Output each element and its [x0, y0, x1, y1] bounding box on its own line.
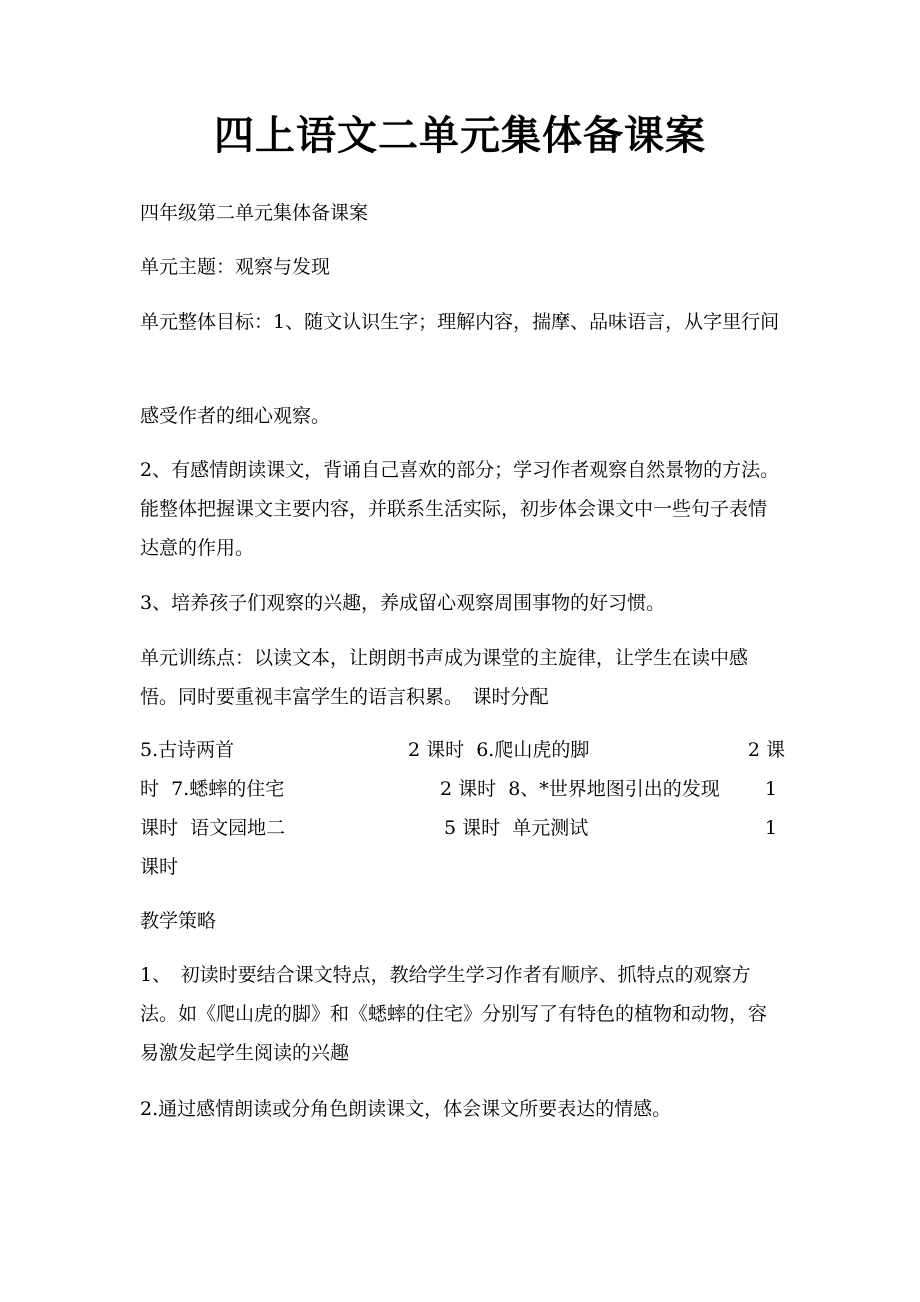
strategy-1: 1、 初读时要结合课文特点，教给学生学习作者有顺序、抓特点的观察方法。如《爬山虎的脚》和《蟋蟀的住宅》分别写了有特色的植物和动物，容易激发起学生阅读的兴趣: [140, 964, 768, 1064]
schedule-text: 时 7.蟋蟀的住宅: [140, 778, 285, 800]
schedule-text: 5.古诗两首: [140, 739, 235, 761]
schedule-line: [140, 809, 785, 848]
subtitle: 四年级第二单元集体备课案: [140, 202, 369, 224]
strategy-2: 2.通过感情朗读或分角色朗读课文，体会课文所要表达的情感。: [140, 1098, 672, 1120]
schedule-text: 1: [764, 778, 777, 800]
unit-goal-2: 2、有感情朗读课文，背诵自己喜欢的部分；学习作者观察自然景物的方法。能整体把握课文主要内容，并联系生活实际，初步体会课文中一些句子表情达意的作用。: [140, 459, 780, 559]
unit-goal-1: 单元整体目标：1、随文认识生字；理解内容，揣摩、品味语言，从字里行间: [140, 311, 780, 333]
schedule-text: 1: [764, 817, 777, 839]
schedule-line: [140, 848, 785, 887]
unit-theme: 单元主题：观察与发现: [140, 256, 331, 278]
strategy-heading: 教学策略: [140, 910, 217, 932]
schedule-text: 2 课时 6.爬山虎的脚: [408, 739, 590, 761]
schedule-text: 课时 语文园地二: [140, 817, 286, 839]
training-point: 单元训练点：以读文本，让朗朗书声成为课堂的主旋律，让学生在读中感悟。同时要重视丰富学生的语言积累。 课时分配: [140, 647, 749, 708]
unit-goal-1-continued: 感受作者的细心观察。: [140, 405, 331, 427]
schedule-line: [140, 731, 785, 770]
schedule-text: 课时: [140, 856, 179, 878]
document-title: 四上语文二单元集体备课案: [214, 113, 706, 159]
schedule-text: 2 课: [747, 739, 785, 761]
schedule-text: 2 课时 8、*世界地图引出的发现: [440, 778, 720, 800]
schedule-line: [140, 770, 785, 809]
schedule-text: 5 课时 单元测试: [444, 817, 589, 839]
unit-goal-3: 3、培养孩子们观察的兴趣，养成留心观察周围事物的好习惯。: [140, 592, 666, 614]
